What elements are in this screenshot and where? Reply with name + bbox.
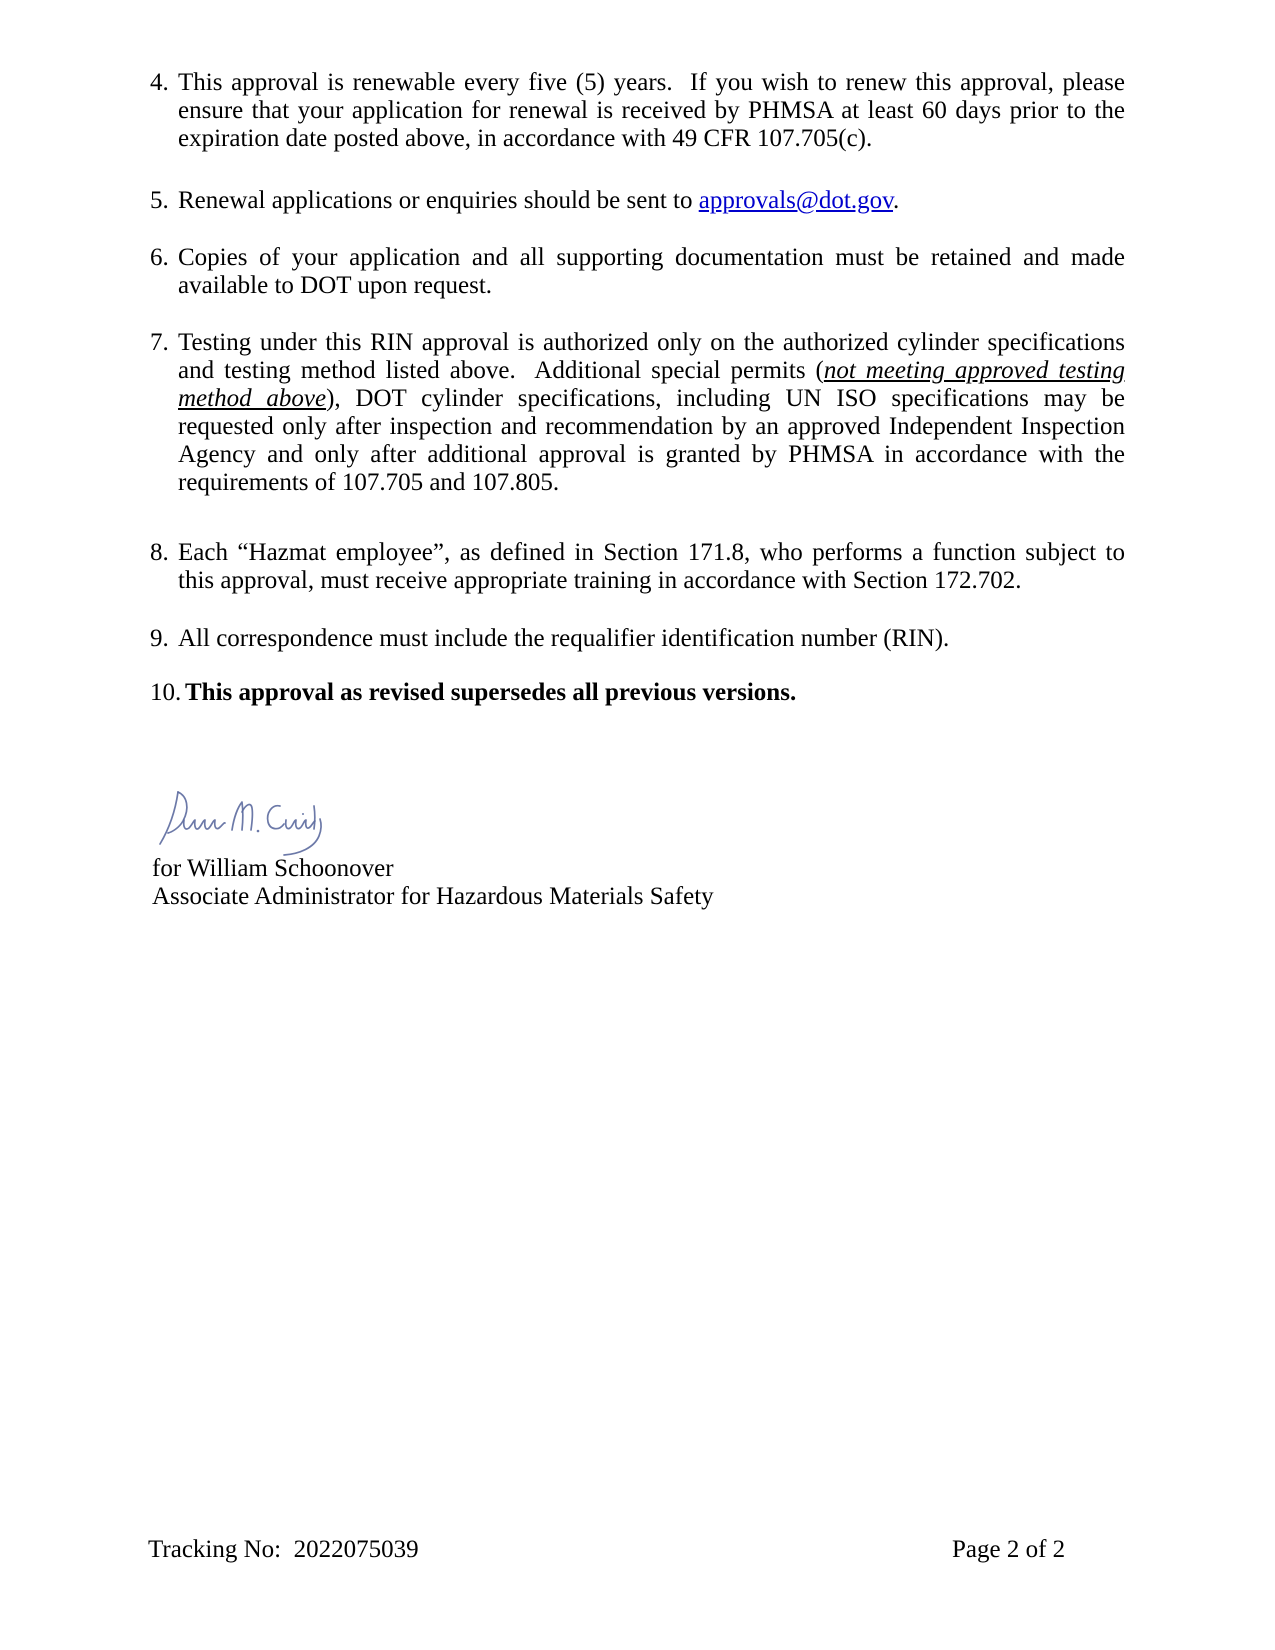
list-item-10	[150, 679, 1125, 707]
list-item-text	[178, 625, 1125, 653]
list-item-text	[178, 187, 1125, 215]
list-item-number: 9.	[150, 625, 169, 652]
text-run: Testing under this RIN approval is authorized only on the authorized cylinder specifications and testing method listed above. Additional special permits (	[178, 329, 1125, 384]
signature-stroke	[268, 806, 284, 829]
signature-stroke	[286, 820, 315, 829]
email-link[interactable]: approvals@dot.gov	[698, 187, 894, 214]
signature-stroke	[184, 820, 225, 829]
text-run: .	[893, 187, 900, 214]
emphasized-text: not meeting approved testing method above	[178, 357, 1125, 412]
list-item-number: 6.	[150, 244, 169, 271]
signature-stroke	[232, 802, 243, 830]
text-run: Renewal applications or enquiries should be sent to	[178, 187, 699, 214]
list-item-6	[150, 244, 1125, 300]
list-item-number: 10.	[150, 679, 182, 706]
list-item-text	[178, 329, 1125, 497]
signature-stroke	[160, 792, 178, 844]
signature-title-line: Associate Administrator for Hazardous Materials Safety	[152, 883, 714, 910]
list-item-8	[150, 539, 1125, 595]
text-run: ), DOT cylinder specifications, including UN ISO specifications may be requested only after inspection and recommendation by an approved Independent Inspection Agency and only after additional approval is granted by PHMSA in accordance with the requirements of 107.705 and 107.805.	[178, 385, 1125, 496]
text-run: All correspondence must include the requalifier identification number (RIN).	[178, 625, 950, 652]
list-item-4	[150, 69, 1125, 153]
text-run: Copies of your application and all supporting documentation must be retained and made available to DOT upon request.	[178, 244, 1125, 299]
signature-dot	[257, 830, 260, 833]
signature-dot	[302, 813, 304, 815]
list-item-9	[150, 625, 1125, 653]
signature-stroke	[314, 806, 315, 829]
text-run: This approval is renewable every five (5) years. If you wish to renew this approval, please ensure that your application for renewal is received by PHMSA at least 60 days prior to the expiration date posted above, in accordance with 49 CFR 107.705(c).	[178, 69, 1125, 152]
list-item-text	[185, 679, 1125, 707]
list-item-text	[178, 539, 1125, 595]
list-item-number: 8.	[150, 539, 169, 566]
signature-for-line: for William Schoonover	[152, 855, 394, 882]
text-run: Each “Hazmat employee”, as defined in Section 171.8, who performs a function subject to this approval, must receive appropriate training in accordance with Section 172.702.	[178, 539, 1125, 594]
list-item-number: 4.	[150, 69, 169, 96]
tracking-number: Tracking No: 2022075039	[148, 1536, 419, 1563]
bold-text: This approval as revised supersedes all previous versions.	[185, 679, 797, 706]
signature-image	[156, 786, 334, 864]
list-item-7	[150, 329, 1125, 497]
list-item-5	[150, 187, 1125, 215]
list-item-number: 7.	[150, 329, 169, 356]
page-number: Page 2 of 2	[952, 1536, 1066, 1563]
list-item-number: 5.	[150, 187, 169, 214]
list-item-text	[178, 69, 1125, 153]
list-item-text	[178, 244, 1125, 300]
